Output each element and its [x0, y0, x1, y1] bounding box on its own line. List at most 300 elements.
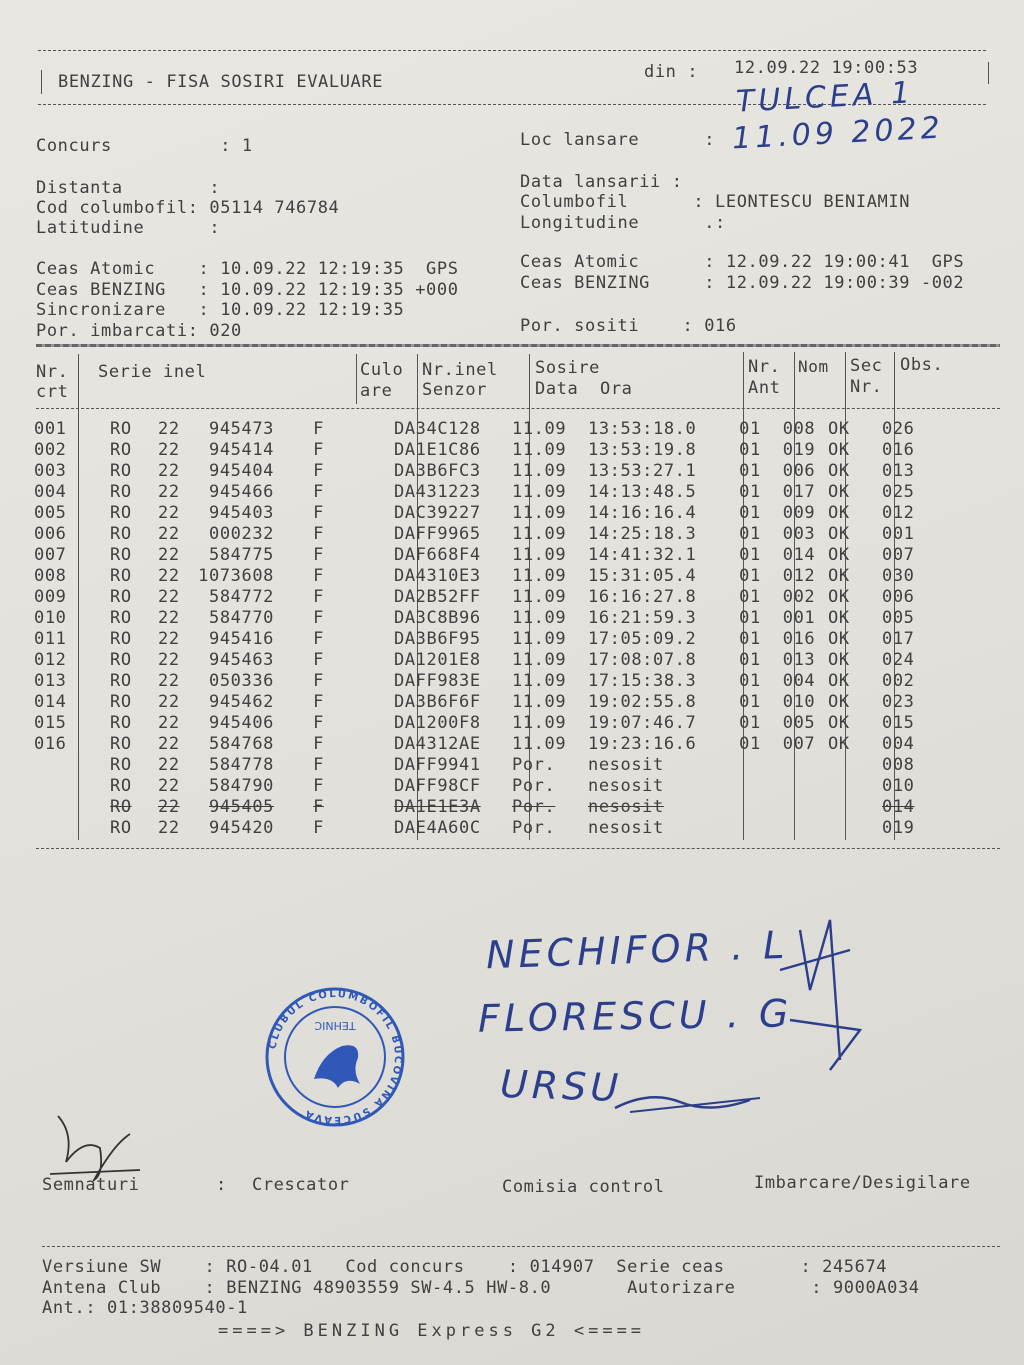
row-antenna: 01 — [739, 607, 761, 628]
row-sex: F — [313, 418, 324, 439]
row-year: 22 — [158, 544, 180, 565]
header-data-ora: Data Ora — [535, 379, 633, 399]
row-sex: F — [313, 649, 324, 670]
row-number: 002 — [34, 439, 67, 460]
row-sensor-id: DA34C128 — [394, 418, 481, 439]
handwritten-name-2: FLORESCU . G — [477, 991, 793, 1041]
row-sex: F — [313, 481, 324, 502]
row-arrival-date: Por. — [512, 775, 556, 796]
footer-banner: ====> BENZING Express G2 <==== — [218, 1321, 646, 1341]
row-color — [334, 670, 388, 691]
row-obs: 004 — [882, 733, 915, 754]
row-ring-number: 050336 — [208, 670, 274, 691]
handwritten-name-3: URSU — [499, 1061, 623, 1111]
row-arrival-date: 11.09 — [512, 670, 567, 691]
latitudine-line: Latitudine : — [36, 218, 221, 238]
row-sex: F — [313, 565, 324, 586]
row-arrival-date: Por. — [512, 796, 556, 817]
row-arrival-date: 11.09 — [512, 712, 567, 733]
pigeon-icon — [314, 1045, 360, 1088]
row-ring-number: 945463 — [208, 649, 274, 670]
row-sex: F — [313, 523, 324, 544]
row-arrival-time: nesosit — [588, 754, 664, 775]
header-right-border — [988, 62, 989, 84]
row-country: RO — [110, 502, 132, 523]
header-serie-inel: Serie inel — [98, 362, 207, 382]
row-ring-number: 584770 — [208, 607, 274, 628]
row-arrival-time: 14:25:18.3 — [588, 523, 697, 544]
row-country: RO — [110, 712, 132, 733]
report-title: BENZING - FISA SOSIRI EVALUARE — [58, 72, 384, 92]
table-row — [34, 691, 942, 712]
row-sec-status: OK — [828, 712, 850, 733]
row-antenna: 01 — [739, 586, 761, 607]
row-ring-number: 945403 — [208, 502, 274, 523]
row-sex: F — [313, 586, 324, 607]
row-country: RO — [110, 439, 132, 460]
cod-columbofil-line: Cod columbofil: 05114 746784 — [36, 198, 340, 218]
por-imbarcati-line: Por. imbarcati: 020 — [36, 321, 242, 341]
signature-scribble-ursu — [610, 1080, 770, 1120]
sincronizare-line: Sincronizare : 10.09.22 12:19:35 — [36, 300, 405, 320]
row-sensor-id: DAFF98CF — [394, 775, 481, 796]
table-row — [34, 502, 942, 523]
row-year: 22 — [158, 481, 180, 502]
row-nom: 013 — [782, 649, 816, 670]
signatures-label: Semnaturi — [42, 1175, 140, 1195]
row-antenna: 01 — [739, 523, 761, 544]
row-antenna — [724, 775, 776, 796]
row-country: RO — [110, 670, 132, 691]
row-arrival-time: 13:53:27.1 — [588, 460, 697, 481]
row-arrival-time: 14:16:16.4 — [588, 502, 697, 523]
signature-scribble-commission — [770, 910, 870, 1090]
row-year: 22 — [158, 607, 180, 628]
header-senzor: Senzor — [422, 380, 488, 400]
row-arrival-time: 13:53:18.0 — [588, 418, 697, 439]
row-arrival-date: 11.09 — [512, 628, 567, 649]
row-obs: 006 — [882, 586, 915, 607]
row-arrival-time: nesosit — [588, 796, 664, 817]
header-nr-ant-1: Nr. — [748, 357, 781, 377]
row-year: 22 — [158, 460, 180, 481]
din-label: din : — [644, 62, 699, 82]
row-year: 22 — [158, 817, 180, 838]
row-sec-status: OK — [828, 439, 850, 460]
row-number — [34, 775, 98, 796]
row-sensor-id: DA4312AE — [394, 733, 481, 754]
row-country: RO — [110, 481, 132, 502]
row-obs: 030 — [882, 565, 915, 586]
row-obs: 008 — [882, 754, 915, 775]
row-year: 22 — [158, 565, 180, 586]
row-sensor-id: DA1200F8 — [394, 712, 481, 733]
row-sec-status: OK — [828, 628, 850, 649]
table-bottom-separator — [36, 848, 1000, 849]
table-row — [34, 754, 942, 775]
row-nom: 009 — [782, 502, 816, 523]
row-sec-status: OK — [828, 670, 850, 691]
handwritten-location: TULCEA 1 — [735, 75, 915, 120]
row-sensor-id: DA3C8B96 — [394, 607, 481, 628]
row-sex: F — [313, 544, 324, 565]
row-arrival-time: 17:15:38.3 — [588, 670, 697, 691]
table-row — [34, 775, 942, 796]
row-sec-status: OK — [828, 544, 850, 565]
club-stamp — [262, 984, 408, 1130]
row-arrival-date: Por. — [512, 817, 556, 838]
row-sex: F — [313, 754, 324, 775]
table-row — [34, 523, 942, 544]
table-row — [34, 607, 942, 628]
signature-crescator: Crescator — [252, 1175, 350, 1195]
row-arrival-date: Por. — [512, 754, 556, 775]
row-obs: 023 — [882, 691, 915, 712]
row-ring-number: 945466 — [208, 481, 274, 502]
row-color — [334, 775, 388, 796]
row-sec-status: OK — [828, 733, 850, 754]
row-color — [334, 439, 388, 460]
row-antenna: 01 — [739, 670, 761, 691]
ceas-atomic-end-line: Ceas Atomic : 12.09.22 19:00:41 GPS — [520, 252, 965, 272]
table-row — [34, 565, 942, 586]
row-sex: F — [313, 733, 324, 754]
row-year: 22 — [158, 775, 180, 796]
row-sex: F — [313, 460, 324, 481]
row-sex: F — [313, 628, 324, 649]
row-color — [334, 712, 388, 733]
loc-lansare-line: Loc lansare : — [520, 130, 716, 150]
row-color — [334, 565, 388, 586]
header-top-border — [38, 50, 986, 51]
row-arrival-time: 14:41:32.1 — [588, 544, 697, 565]
signature-imbarcare: Imbarcare/Desigilare — [754, 1173, 971, 1193]
row-sensor-id: DAC39227 — [394, 502, 481, 523]
row-year: 22 — [158, 523, 180, 544]
row-year: 22 — [158, 712, 180, 733]
row-arrival-time: 16:16:27.8 — [588, 586, 697, 607]
row-year: 22 — [158, 439, 180, 460]
row-nom: 017 — [782, 481, 816, 502]
row-nom: 004 — [782, 670, 816, 691]
row-ring-number: 945416 — [208, 628, 274, 649]
row-year: 22 — [158, 418, 180, 439]
row-antenna: 01 — [739, 418, 761, 439]
row-color — [334, 523, 388, 544]
row-country: RO — [110, 460, 132, 481]
row-sec-status: OK — [828, 565, 850, 586]
row-antenna: 01 — [739, 481, 761, 502]
footer-ant-line: Ant.: 01:38809540-1 — [42, 1298, 248, 1318]
row-sec-status: OK — [828, 649, 850, 670]
row-year: 22 — [158, 649, 180, 670]
row-color — [334, 502, 388, 523]
table-row — [34, 481, 942, 502]
row-sex: F — [313, 691, 324, 712]
row-arrival-time: 13:53:19.8 — [588, 439, 697, 460]
row-obs: 013 — [882, 460, 915, 481]
row-arrival-time: nesosit — [588, 775, 664, 796]
table-row — [34, 439, 942, 460]
row-arrival-time: 19:02:55.8 — [588, 691, 697, 712]
row-ring-number: 945462 — [208, 691, 274, 712]
row-sensor-id: DA1201E8 — [394, 649, 481, 670]
row-year: 22 — [158, 796, 180, 817]
row-color — [334, 481, 388, 502]
header-row-separator — [36, 408, 1000, 409]
row-year: 22 — [158, 586, 180, 607]
arrivals-table — [34, 418, 942, 838]
row-sensor-id: DA2B52FF — [394, 586, 481, 607]
row-number: 006 — [34, 523, 67, 544]
row-sex: F — [313, 502, 324, 523]
table-row — [34, 817, 942, 838]
row-country: RO — [110, 817, 132, 838]
row-number — [34, 796, 98, 817]
row-arrival-time: 16:21:59.3 — [588, 607, 697, 628]
row-arrival-date: 11.09 — [512, 502, 567, 523]
row-arrival-time: 14:13:48.5 — [588, 481, 697, 502]
row-ring-number: 945414 — [208, 439, 274, 460]
row-nom: 001 — [782, 607, 816, 628]
row-number: 001 — [34, 418, 67, 439]
row-country: RO — [110, 754, 132, 775]
row-arrival-date: 11.09 — [512, 481, 567, 502]
row-nom: 019 — [782, 439, 816, 460]
row-antenna: 01 — [739, 628, 761, 649]
row-ring-number: 945473 — [208, 418, 274, 439]
row-ring-number: 000232 — [208, 523, 274, 544]
row-sex: F — [313, 796, 324, 817]
row-nom — [776, 817, 822, 838]
row-arrival-date: 11.09 — [512, 649, 567, 670]
por-sositi-line: Por. sositi : 016 — [520, 316, 737, 336]
row-color — [334, 817, 388, 838]
row-country: RO — [110, 607, 132, 628]
row-sensor-id: DA3B6F6F — [394, 691, 481, 712]
row-nom: 006 — [782, 460, 816, 481]
row-sec-status: OK — [828, 460, 850, 481]
row-sensor-id: DA3B6F95 — [394, 628, 481, 649]
signature-scribble-breeder — [44, 1104, 154, 1184]
row-country: RO — [110, 649, 132, 670]
row-antenna: 01 — [739, 691, 761, 712]
row-sex: F — [313, 817, 324, 838]
row-sensor-id: DA1E1C86 — [394, 439, 481, 460]
signatures-colon: : — [216, 1175, 227, 1195]
row-obs: 007 — [882, 544, 915, 565]
row-antenna — [724, 754, 776, 775]
row-obs: 017 — [882, 628, 915, 649]
row-nom — [776, 754, 822, 775]
row-sensor-id: DAFF9965 — [394, 523, 481, 544]
longitudine-line: Longitudine .: — [520, 213, 726, 233]
footer-top-separator — [42, 1246, 1000, 1247]
header-crt: crt — [36, 382, 69, 402]
row-number — [34, 817, 98, 838]
table-row — [34, 628, 942, 649]
row-antenna: 01 — [739, 502, 761, 523]
row-color — [334, 586, 388, 607]
row-color — [334, 460, 388, 481]
row-number: 010 — [34, 607, 67, 628]
row-nom: 012 — [782, 565, 816, 586]
table-row — [34, 649, 942, 670]
row-number: 007 — [34, 544, 67, 565]
row-sec-status: OK — [828, 691, 850, 712]
row-obs: 016 — [882, 439, 915, 460]
row-sec-status: OK — [828, 607, 850, 628]
row-sensor-id: DA3B6FC3 — [394, 460, 481, 481]
row-antenna — [724, 817, 776, 838]
row-year: 22 — [158, 628, 180, 649]
row-country: RO — [110, 418, 132, 439]
row-country: RO — [110, 523, 132, 544]
row-obs: 015 — [882, 712, 915, 733]
table-top-separator — [36, 344, 1000, 347]
table-row — [34, 733, 942, 754]
row-sex: F — [313, 439, 324, 460]
row-country: RO — [110, 691, 132, 712]
row-country: RO — [110, 586, 132, 607]
row-antenna — [724, 796, 776, 817]
row-number: 014 — [34, 691, 67, 712]
concurs-line: Concurs : 1 — [36, 136, 253, 156]
row-ring-number: 945405 — [208, 796, 274, 817]
row-nom — [776, 775, 822, 796]
row-ring-number: 584790 — [208, 775, 274, 796]
handwritten-date: 11.09 2022 — [731, 110, 945, 157]
row-arrival-date: 11.09 — [512, 460, 567, 481]
row-sec-status — [822, 817, 874, 838]
row-number: 015 — [34, 712, 67, 733]
row-arrival-date: 11.09 — [512, 586, 567, 607]
col-divider-culoare-head — [356, 354, 357, 404]
row-sensor-id: DA1E1E3A — [394, 796, 481, 817]
row-arrival-date: 11.09 — [512, 691, 567, 712]
row-color — [334, 691, 388, 712]
row-sex: F — [313, 670, 324, 691]
stamp-top-text: TEHNIC — [314, 1019, 356, 1032]
row-nom: 002 — [782, 586, 816, 607]
table-row — [34, 712, 942, 733]
row-sec-status: OK — [828, 502, 850, 523]
row-arrival-date: 11.09 — [512, 607, 567, 628]
row-sec-status — [822, 796, 874, 817]
row-color — [334, 418, 388, 439]
header-obs: Obs. — [900, 355, 944, 375]
row-sensor-id: DAE4A60C — [394, 817, 481, 838]
row-number: 011 — [34, 628, 67, 649]
row-sensor-id: DAFF983E — [394, 670, 481, 691]
row-arrival-date: 11.09 — [512, 544, 567, 565]
row-sex: F — [313, 607, 324, 628]
row-arrival-date: 11.09 — [512, 733, 567, 754]
row-ring-number: 945404 — [208, 460, 274, 481]
row-antenna: 01 — [739, 712, 761, 733]
row-sec-status — [822, 754, 874, 775]
row-arrival-date: 11.09 — [512, 439, 567, 460]
row-nom: 016 — [782, 628, 816, 649]
header-nom: Nom — [798, 357, 829, 376]
header-nr-inel: Nr.inel — [422, 360, 498, 380]
row-country: RO — [110, 565, 132, 586]
row-sec-status: OK — [828, 418, 850, 439]
row-number: 013 — [34, 670, 67, 691]
row-obs: 019 — [882, 817, 915, 838]
row-sensor-id: DA431223 — [394, 481, 481, 502]
row-obs: 010 — [882, 775, 915, 796]
row-ring-number: 945406 — [208, 712, 274, 733]
row-sec-status: OK — [828, 481, 850, 502]
row-arrival-time: 17:08:07.8 — [588, 649, 697, 670]
row-arrival-time: nesosit — [588, 817, 664, 838]
row-sex: F — [313, 775, 324, 796]
row-arrival-time: 15:31:05.4 — [588, 565, 697, 586]
row-antenna: 01 — [739, 733, 761, 754]
row-color — [334, 607, 388, 628]
row-nom: 005 — [782, 712, 816, 733]
ceas-benzing-start-line: Ceas BENZING : 10.09.22 12:19:35 +000 — [36, 280, 459, 300]
row-antenna: 01 — [739, 649, 761, 670]
header-sosire: Sosire — [535, 358, 601, 378]
row-year: 22 — [158, 733, 180, 754]
row-country: RO — [110, 733, 132, 754]
row-obs: 024 — [882, 649, 915, 670]
row-nom: 007 — [782, 733, 816, 754]
row-number: 012 — [34, 649, 67, 670]
row-sensor-id: DAFF9941 — [394, 754, 481, 775]
header-nr: Nr. — [36, 362, 69, 382]
row-year: 22 — [158, 670, 180, 691]
row-number: 016 — [34, 733, 67, 754]
row-antenna: 01 — [739, 439, 761, 460]
footer-antenna-line: Antena Club : BENZING 48903559 SW-4.5 HW-8.0 Autorizare : 9000A034 — [42, 1278, 920, 1298]
row-arrival-time: 17:05:09.2 — [588, 628, 697, 649]
row-obs: 014 — [882, 796, 915, 817]
row-sex: F — [313, 712, 324, 733]
row-arrival-date: 11.09 — [512, 565, 567, 586]
row-color — [334, 649, 388, 670]
row-arrival-time: 19:07:46.7 — [588, 712, 697, 733]
row-color — [334, 733, 388, 754]
row-obs: 001 — [882, 523, 915, 544]
row-obs: 026 — [882, 418, 915, 439]
row-number: 004 — [34, 481, 67, 502]
row-obs: 002 — [882, 670, 915, 691]
row-number: 003 — [34, 460, 67, 481]
row-ring-number: 945420 — [208, 817, 274, 838]
footer-version-line: Versiune SW : RO-04.01 Cod concurs : 014907 Serie ceas : 245674 — [42, 1257, 888, 1277]
din-value: 12.09.22 19:00:53 — [734, 58, 919, 78]
table-row — [34, 460, 942, 481]
row-number: 005 — [34, 502, 67, 523]
row-number — [34, 754, 98, 775]
row-arrival-date: 11.09 — [512, 523, 567, 544]
data-lansarii-line: Data lansarii : — [520, 172, 683, 192]
row-nom: 010 — [782, 691, 816, 712]
row-antenna: 01 — [739, 544, 761, 565]
table-row — [34, 418, 942, 439]
row-number: 009 — [34, 586, 67, 607]
row-sensor-id: DA4310E3 — [394, 565, 481, 586]
row-sec-status — [822, 775, 874, 796]
row-color — [334, 628, 388, 649]
table-row — [34, 670, 942, 691]
row-country: RO — [110, 628, 132, 649]
table-row — [34, 796, 942, 817]
handwritten-name-1: NECHIFOR . L — [485, 922, 790, 978]
